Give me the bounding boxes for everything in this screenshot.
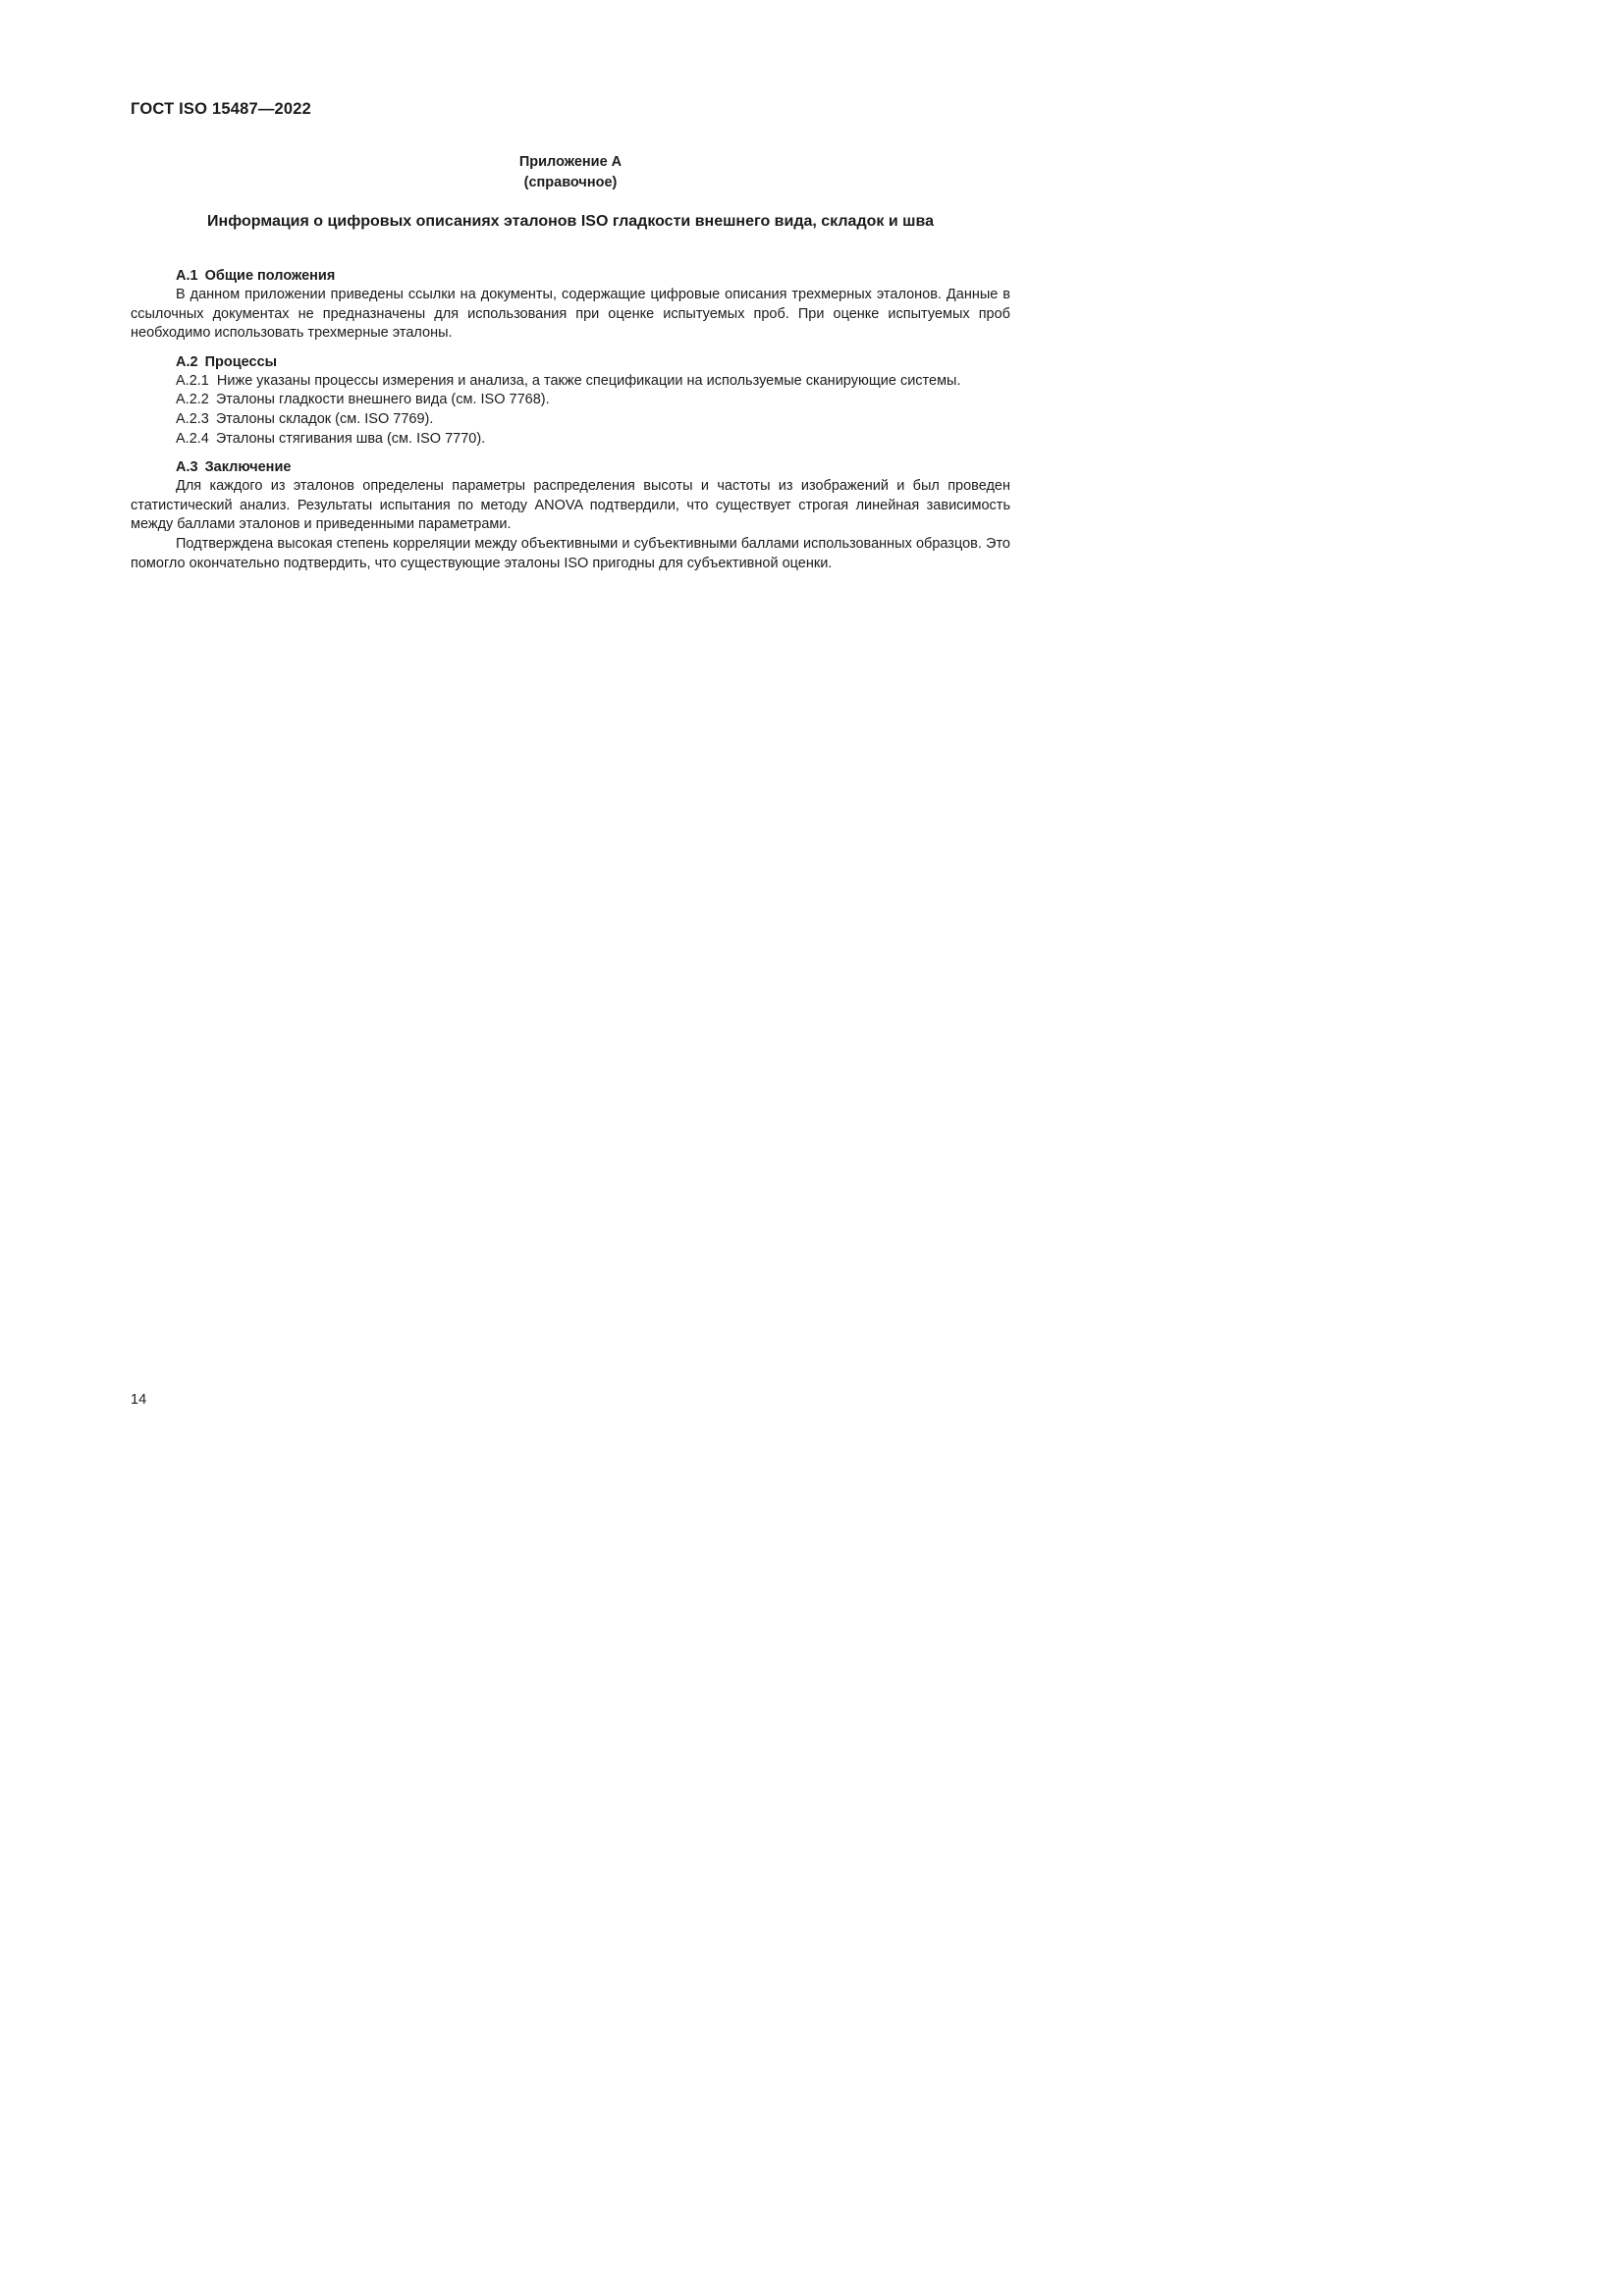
clause-a23-text: Эталоны складок (см. ISO 7769). [215,410,434,427]
section-a3-paragraph-2: Подтверждена высокая степень корреляции между объективными и субъективными баллами использованных образцов. Это помогло окончательно подтвердить, что существующие эталоны ISO пригодны для субъективной оценки. [131,535,1010,571]
clause-a22-number: А.2.2 [176,392,209,408]
clause-a22 [131,391,1010,410]
annex-label: Приложение А [518,154,623,170]
clause-a24-number: А.2.4 [176,430,209,447]
section-a2-heading [131,352,1010,372]
section-a1-paragraph: В данном приложении приведены ссылки на документы, содержащие цифровые описания трехмерных эталонов. Данные в ссылочных документах не предназначены для использования при оценке испытуемых проб. При оценке испытуемых проб необходимо использовать трехмерные эталоны. [131,287,1010,342]
clause-a21-text: Ниже указаны процессы измерения и анализа, а также спецификации на используемые сканирующие системы. [216,372,961,389]
section-a3-title: Заключение [204,459,292,476]
section-a1-heading [131,266,1010,286]
annex-status: (справочное) [523,175,618,190]
annex-content [131,266,1010,573]
clause-a21-number: А.2.1 [176,372,209,389]
standard-designation: ГОСТ ISO 15487—2022 [131,100,312,118]
clause-a21 [131,372,1010,392]
clause-a22-text: Эталоны гладкости внешнего вида (см. ISO 7768). [215,392,550,408]
section-a3-number: А.3 [176,459,198,476]
document-page [0,0,1082,1530]
annex-heading [0,152,1141,193]
section-a1-title: Общие положения [204,268,336,284]
section-a2-number: А.2 [176,353,198,370]
annex-title: Информация о цифровых описаниях эталонов ISO гладкости внешнего вида, складок и шва [207,213,934,230]
page-number: 14 [131,1392,147,1408]
clause-a24 [131,430,1010,450]
section-a3-heading [131,457,1010,477]
section-a3-paragraph-1: Для каждого из эталонов определены параметры распределения высоты и частоты из изображений и был проведен статистический анализ. Результаты испытания по методу ANOVA подтвердили, что существует строгая линейная зависимость между баллами эталонов и приведенными параметрами. [131,478,1010,533]
section-a2-title: Процессы [204,353,278,370]
clause-a23-number: А.2.3 [176,410,209,427]
clause-a23 [131,410,1010,430]
section-a1-number: А.1 [176,268,198,284]
clause-a24-text: Эталоны стягивания шва (см. ISO 7770). [215,430,486,447]
